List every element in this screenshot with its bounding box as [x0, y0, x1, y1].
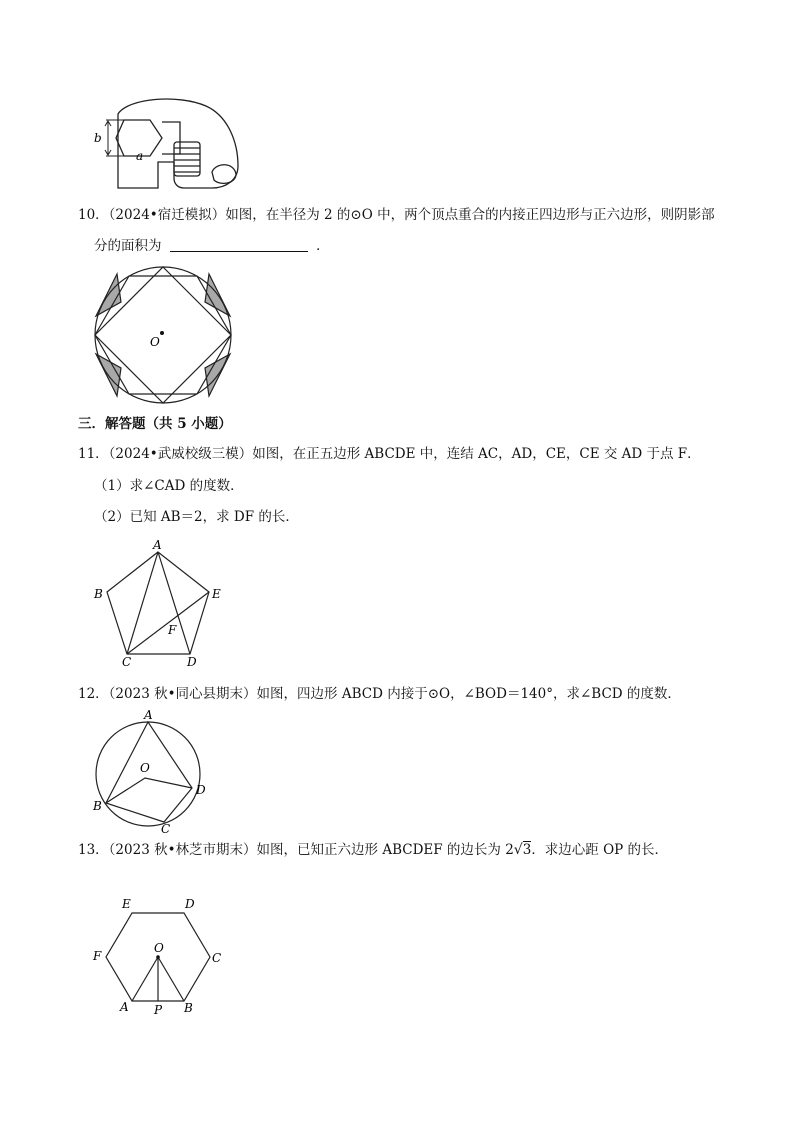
- q11-sub2: （2）已知 AB＝2，求 DF 的长．: [94, 509, 299, 525]
- label-d: D: [196, 783, 206, 797]
- q13-suffix: ．求边心距 OP 的长．: [531, 842, 669, 858]
- label-b: b: [94, 131, 102, 145]
- sqrt-value: 3: [522, 842, 532, 858]
- q12-line1: 12．（2023 秋•同心县期末）如图，四边形 ABCD 内接于⊙O，∠BOD＝140°，求∠BCD 的度数．: [78, 686, 681, 702]
- label-o: O: [150, 335, 160, 349]
- center-dot: [156, 955, 160, 959]
- segment-oa: [132, 957, 158, 1001]
- label-f: F: [93, 949, 102, 963]
- q11-sub1: （1）求∠CAD 的度数．: [94, 478, 244, 494]
- label-e: E: [122, 897, 131, 911]
- center-dot: [160, 331, 164, 335]
- label-a: A: [144, 708, 153, 722]
- angle-bod: [106, 778, 192, 803]
- label-a: a: [136, 149, 144, 163]
- label-d: D: [185, 897, 195, 911]
- label-o: O: [154, 941, 164, 955]
- q10-line1: 10．（2024•宿迁模拟）如图，在半径为 2 的⊙O 中，两个顶点重合的内接正四边形与正六边形，则阴影部: [78, 207, 715, 223]
- answer-blank[interactable]: [170, 237, 308, 252]
- label-p: P: [154, 1003, 163, 1017]
- worm-gear: [174, 142, 200, 176]
- label-b: B: [184, 1001, 193, 1015]
- label-f: F: [168, 623, 177, 637]
- wrench-figure: [88, 92, 248, 192]
- label-a: A: [120, 1000, 129, 1014]
- label-b: B: [93, 799, 102, 813]
- label-b: B: [94, 587, 103, 601]
- label-c: C: [161, 822, 171, 836]
- q13-prefix: 13．（2023 秋•林芝市期末）如图，已知正六边形 ABCDEF 的边长为 2: [78, 842, 514, 858]
- sqrt-sign: √: [513, 842, 523, 858]
- segment-ad: [158, 552, 190, 654]
- section-title: 三．解答题（共 5 小题）: [78, 416, 232, 432]
- label-d: D: [187, 655, 197, 669]
- q11-line1: 11．（2024•武威校级三模）如图，在正五边形 ABCDE 中，连结 AC，AD，CE，CE 交 AD 于点 F．: [78, 446, 701, 462]
- q10-prefix: 分的面积为: [94, 238, 162, 254]
- label-a: A: [153, 538, 162, 552]
- pentagon-figure: [88, 538, 228, 670]
- circle-square-hexagon-figure: [90, 262, 236, 408]
- segment-ac: [127, 552, 158, 654]
- wrench-outline: [118, 99, 238, 188]
- label-c: C: [122, 655, 132, 669]
- quadrilateral-circle-figure: [88, 706, 218, 836]
- hexagon-figure: [88, 892, 238, 1022]
- q13-line1: [78, 840, 668, 860]
- label-o: O: [140, 761, 150, 775]
- segment-ob: [158, 957, 184, 1001]
- label-e: E: [212, 587, 221, 601]
- q10-line2: [94, 236, 330, 256]
- q10-suffix: ．: [316, 238, 330, 254]
- label-c: C: [212, 951, 222, 965]
